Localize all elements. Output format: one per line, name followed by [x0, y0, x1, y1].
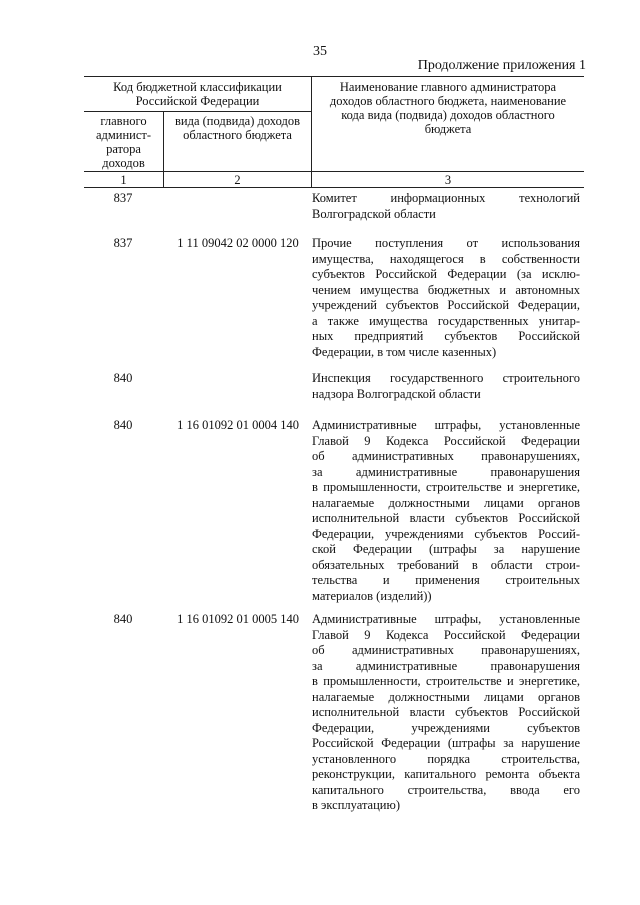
income-code: 1 16 01092 01 0005 140 — [177, 612, 299, 626]
description-line: за административные правонарушения — [312, 464, 580, 479]
description-line: исполнительной власти субъектов Российской — [312, 705, 580, 719]
description-line: налагаемые должностными лицами органов — [312, 689, 580, 704]
description-line: об административных правонарушениях, — [312, 643, 580, 657]
description-line: в эксплуатацию) — [312, 798, 400, 812]
header-bottom-border — [84, 171, 584, 172]
numbers-bottom-border — [84, 187, 584, 188]
description-line: обязательных требований в области строи- — [312, 557, 580, 572]
col1-title — [84, 114, 163, 170]
description-line: установленного порядка строительства, — [312, 751, 580, 766]
group-title-line: Код бюджетной классификации — [113, 80, 282, 94]
description-line: Волгоградской области — [312, 206, 436, 221]
description — [312, 371, 580, 402]
col1-title-line: ратора — [106, 142, 141, 156]
col3-title-line: бюджета — [424, 122, 472, 136]
table-header — [84, 76, 584, 188]
group-title — [84, 80, 311, 108]
description-line: исполнительной власти субъектов Российской — [312, 511, 580, 525]
description-line: материалов (изделий)) — [312, 588, 432, 603]
description-line: реконструкции, капитального ремонта объекта — [312, 767, 580, 781]
description-line: субъектов Российской Федерации (за исклю- — [312, 267, 580, 281]
description-line: в промышленности, строительстве и энергетике, — [312, 480, 580, 494]
description-line: надзора Волгоградской области — [312, 386, 481, 401]
description-line: за административные правонарушения — [312, 658, 580, 673]
admin-code: 840 — [113, 418, 133, 432]
description-line: Комитет информационных технологий — [312, 191, 580, 205]
col3-title-line: доходов областного бюджета, наименование — [329, 94, 567, 108]
description-line: налагаемые должностными лицами органов — [312, 495, 580, 510]
col3-title-line: кода вида (подвида) доходов областного — [341, 108, 555, 122]
description-line: тельства и применения строительных — [312, 573, 580, 587]
description — [312, 612, 580, 814]
col1-title-line: главного — [100, 114, 147, 128]
description-line: ской Федерации (штрафы за нарушение — [312, 542, 580, 556]
description-line: Федерации, учреждениями субъектов Россий- — [312, 526, 580, 541]
group-divider — [84, 111, 311, 112]
description-line: Главой 9 Кодекса Российской Федерации — [312, 433, 580, 448]
description-line: ных предприятий субъектов Российской — [312, 329, 580, 343]
group-title-line: Российской Федерации — [135, 94, 260, 108]
admin-code: 837 — [113, 236, 133, 250]
description-line: Прочие поступления от использования — [312, 236, 580, 250]
col3-title-line: Наименование главного администратора — [339, 80, 557, 94]
admin-code: 840 — [113, 371, 133, 385]
income-code: 1 16 01092 01 0004 140 — [177, 418, 299, 432]
description — [312, 236, 580, 360]
continuation-label: Продолжение приложения 1 — [417, 58, 586, 73]
col3-number: 3 — [444, 173, 452, 187]
col3-title — [312, 80, 584, 136]
col2-title-line: областного бюджета — [183, 128, 292, 142]
description-line: а также имущества государственных унитар- — [312, 313, 580, 328]
description — [312, 191, 580, 222]
description-line: Федерации, в том числе казенных) — [312, 344, 497, 359]
description-line: в промышленности, строительстве и энергетике, — [312, 674, 580, 688]
description-line: Главой 9 Кодекса Российской Федерации — [312, 627, 580, 642]
col2-title-line: вида (подвида) доходов — [175, 114, 300, 128]
col1-number: 1 — [120, 173, 127, 187]
col2-title — [164, 114, 311, 142]
admin-code: 837 — [113, 191, 133, 205]
description-line: Инспекция государственного строительного — [312, 371, 580, 385]
description-line: учреждений субъектов Российской Федерации, — [312, 298, 580, 312]
description-line: Административные штрафы, установленные — [312, 612, 580, 626]
admin-code: 840 — [113, 612, 133, 626]
description-line: Российской Федерации (штрафы за нарушение — [312, 736, 580, 750]
description — [312, 418, 580, 604]
description-line: имущества, находящегося в собственности — [312, 251, 580, 266]
description-line: капитального строительства, ввода его — [312, 782, 580, 797]
description-line: об административных правонарушениях, — [312, 449, 580, 463]
header-top-border — [84, 76, 584, 77]
description-line: Административные штрафы, установленные — [312, 418, 580, 432]
col2-number: 2 — [234, 173, 241, 187]
description-line: чением имущества бюджетных и автономных — [312, 282, 580, 297]
description-line: Федерации, учреждениями субъектов — [312, 720, 580, 735]
page-number: 35 — [313, 44, 327, 59]
col1-title-line: доходов — [102, 156, 145, 170]
col1-title-line: админист- — [95, 128, 152, 142]
income-code: 1 11 09042 02 0000 120 — [177, 236, 299, 250]
